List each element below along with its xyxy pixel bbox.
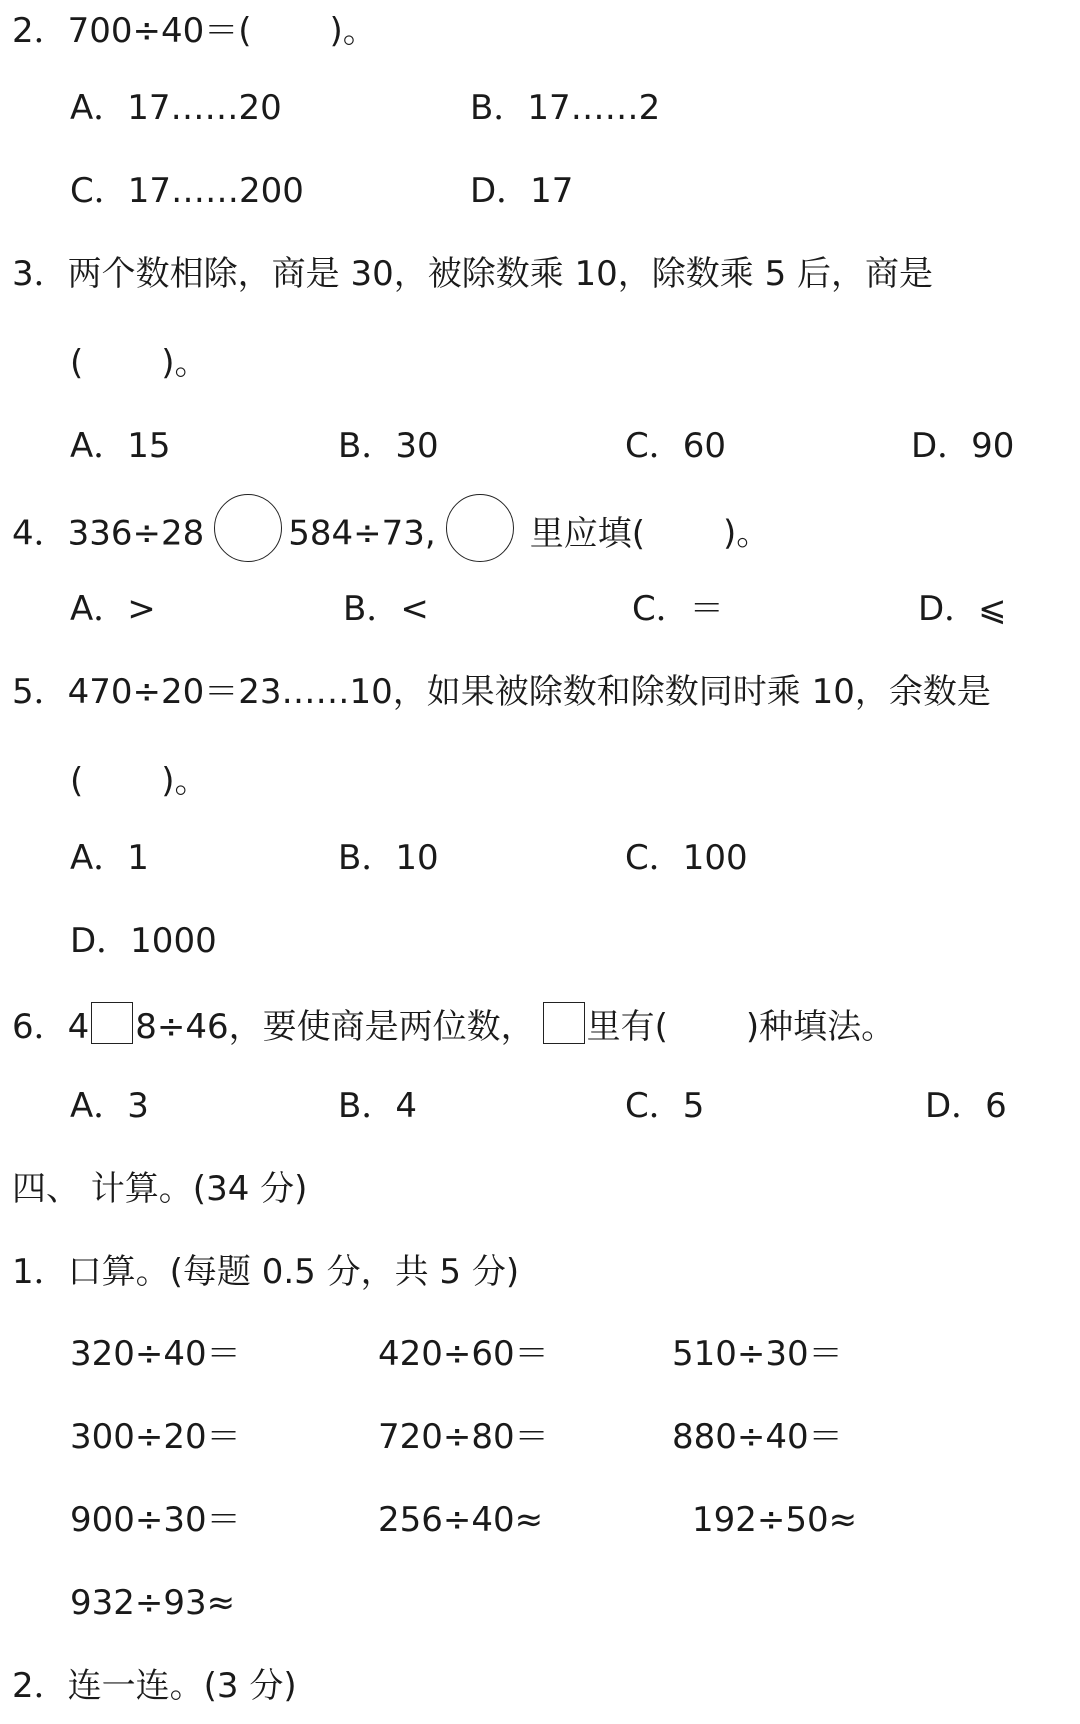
q3-stem: 3．两个数相除，商是 30，被除数乘 10，除数乘 5 后，商是 — [12, 254, 934, 294]
q4-option-d[interactable]: D．⩽ — [918, 589, 1007, 629]
q2-stem: 2．700÷40＝( )。 — [12, 11, 377, 51]
calc2-title: 2．连一连。(3 分) — [12, 1666, 297, 1706]
calc-item: 420÷60＝ — [378, 1334, 549, 1374]
q5-option-c[interactable]: C．100 — [625, 838, 748, 878]
digit-box-reference — [543, 1002, 585, 1044]
q3-answer-blank: ( )。 — [70, 343, 209, 383]
calc-item: 510÷30＝ — [672, 1334, 843, 1374]
q6-stem: 6．4 8÷46，要使商是两位数， 里有( )种填法。 — [12, 1002, 895, 1052]
q5-answer-blank: ( )。 — [70, 761, 209, 801]
q4-stem: 4．336÷28 584÷73, 里应填( )。 — [12, 508, 770, 550]
q2-option-c[interactable]: C．17……200 — [70, 171, 304, 211]
q6-option-d[interactable]: D．6 — [925, 1086, 1007, 1126]
calc-item: 320÷40＝ — [70, 1334, 241, 1374]
calc-item: 880÷40＝ — [672, 1417, 843, 1457]
comparison-circle-key — [446, 494, 514, 562]
q3-option-b[interactable]: B．30 — [338, 426, 439, 466]
q5-stem: 5．470÷20＝23……10，如果被除数和除数同时乘 10，余数是 — [12, 672, 991, 712]
q6-option-c[interactable]: C．5 — [625, 1086, 705, 1126]
q2-option-b[interactable]: B．17……2 — [470, 88, 661, 128]
q6-option-b[interactable]: B．4 — [338, 1086, 417, 1126]
calc-item: 932÷93≈ — [70, 1583, 236, 1623]
q4-option-b[interactable]: B．< — [343, 589, 429, 629]
q4-option-a[interactable]: A．> — [70, 589, 156, 629]
q3-option-a[interactable]: A．15 — [70, 426, 171, 466]
section-heading: 四、 计算。(34 分) — [12, 1169, 308, 1209]
calc-item: 192÷50≈ — [692, 1500, 858, 1540]
calc-item: 256÷40≈ — [378, 1500, 544, 1540]
calc-item: 300÷20＝ — [70, 1417, 241, 1457]
q4-option-c[interactable]: C．＝ — [632, 589, 724, 629]
q2-option-a[interactable]: A．17……20 — [70, 88, 282, 128]
q5-option-b[interactable]: B．10 — [338, 838, 439, 878]
calc1-title: 1．口算。(每题 0.5 分，共 5 分) — [12, 1252, 520, 1292]
digit-box — [91, 1002, 133, 1044]
calc-item: 720÷80＝ — [378, 1417, 549, 1457]
q5-option-a[interactable]: A．1 — [70, 838, 149, 878]
q3-option-d[interactable]: D．90 — [911, 426, 1015, 466]
calc-item: 900÷30＝ — [70, 1500, 241, 1540]
q5-option-d[interactable]: D．1000 — [70, 921, 217, 961]
q2-option-d[interactable]: D．17 — [470, 171, 574, 211]
q6-option-a[interactable]: A．3 — [70, 1086, 149, 1126]
comparison-circle — [214, 494, 282, 562]
q3-option-c[interactable]: C．60 — [625, 426, 727, 466]
